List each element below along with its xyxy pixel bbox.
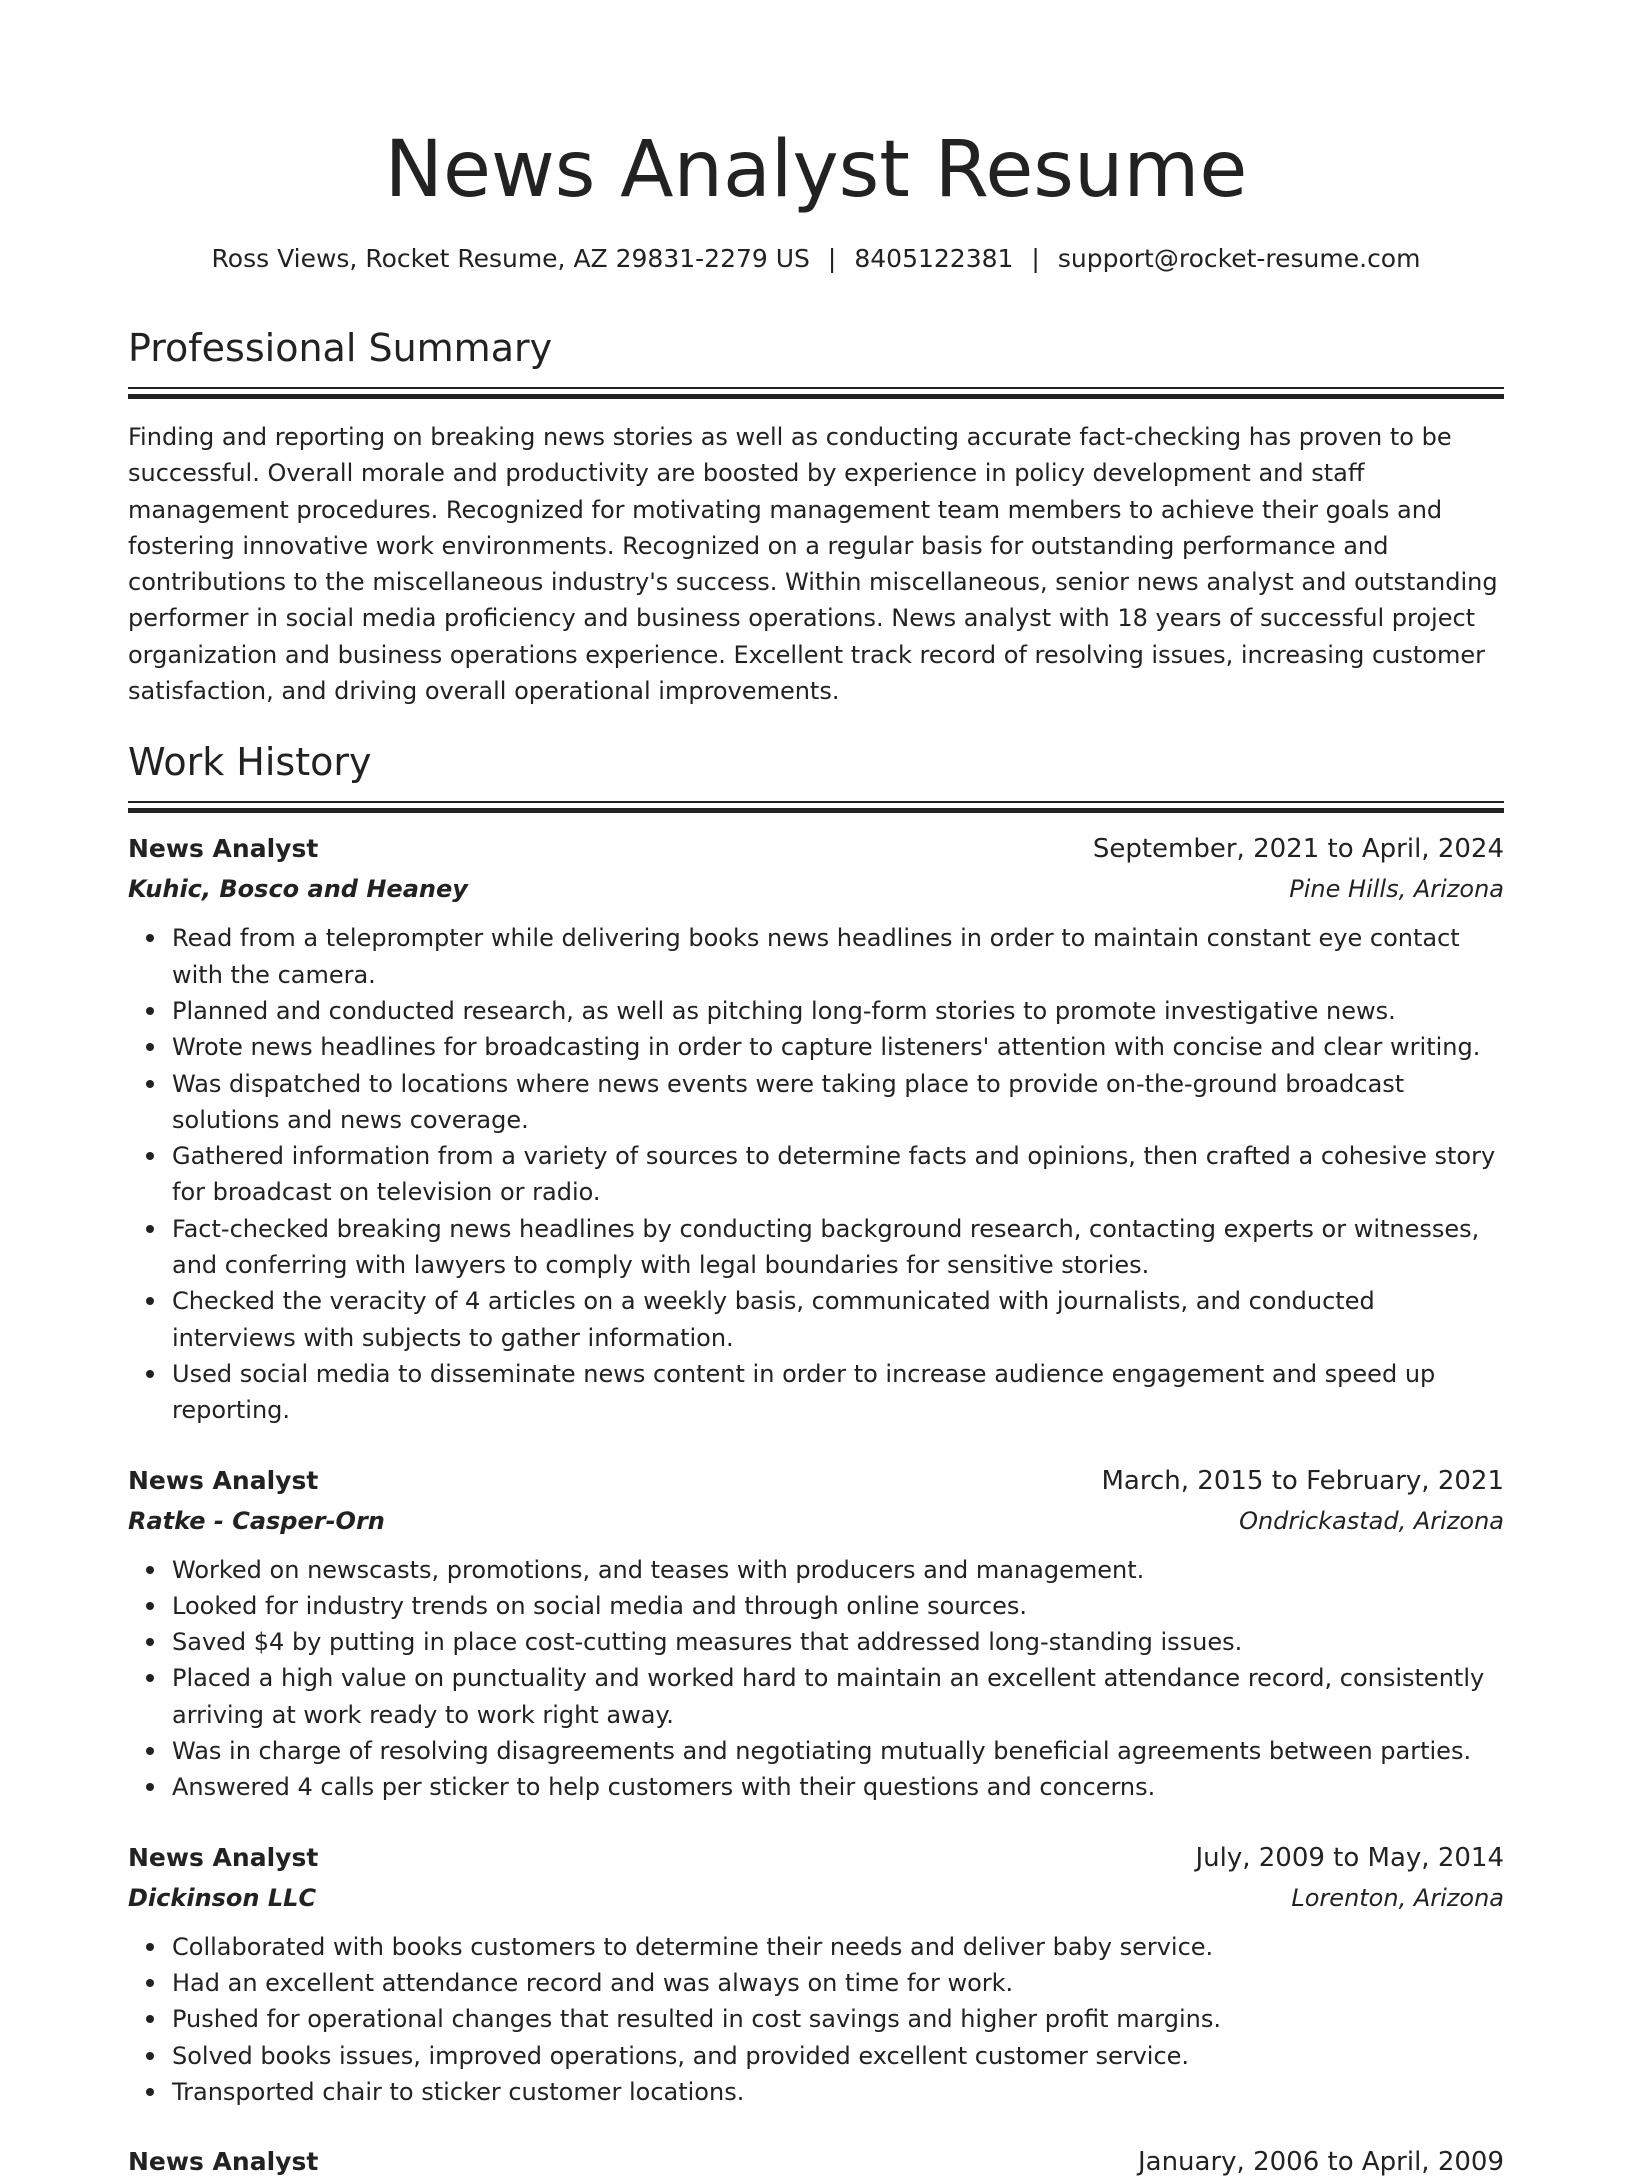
job-entry [128, 1838, 1504, 2110]
list-item: Looked for industry trends on social media and through online sources. [172, 1588, 1504, 1624]
contact-separator: | [827, 244, 837, 273]
list-item: Collaborated with books customers to determine their needs and deliver baby service. [172, 1929, 1504, 1965]
list-item: Wrote news headlines for broadcasting in order to capture listeners' attention with concise and clear writing. [172, 1029, 1504, 1065]
job-entry [128, 1461, 1504, 1806]
job-dates: March, 2015 to February, 2021 [1101, 1465, 1504, 1496]
list-item: Used social media to disseminate news content in order to increase audience engagement and speed up reporting. [172, 1356, 1504, 1429]
list-item: Saved $4 by putting in place cost-cutting measures that addressed long-standing issues. [172, 1624, 1504, 1660]
company-name: Kuhic, Bosco and Heaney [128, 875, 468, 904]
contact-address: Ross Views, Rocket Resume, AZ 29831-2279 US [211, 244, 810, 273]
job-location: Pine Hills, Arizona [1289, 875, 1504, 904]
list-item: Gathered information from a variety of sources to determine facts and opinions, then crafted a cohesive story for broadcast on television or radio. [172, 1138, 1504, 1211]
job-header-row [128, 829, 1504, 869]
contact-phone: 8405122381 [854, 244, 1014, 273]
job-entry [128, 2142, 1504, 2182]
resume-page [128, 0, 1504, 2182]
job-company-row [128, 1878, 1504, 1918]
job-dates: July, 2009 to May, 2014 [1195, 1842, 1504, 1873]
job-header-row [128, 1838, 1504, 1878]
list-item: Planned and conducted research, as well as pitching long-form stories to promote investigative news. [172, 993, 1504, 1029]
job-bullet-list [128, 1929, 1504, 2110]
job-company-row [128, 869, 1504, 909]
section-heading-summary: Professional Summary [128, 326, 553, 370]
list-item: Checked the veracity of 4 articles on a weekly basis, communicated with journalists, and conducted interviews with subjects to gather information. [172, 1283, 1504, 1356]
job-header-row [128, 1461, 1504, 1501]
list-item: Placed a high value on punctuality and worked hard to maintain an excellent attendance record, consistently arriving at work ready to work right away. [172, 1660, 1504, 1733]
job-bullet-list [128, 920, 1504, 1428]
job-dates: January, 2006 to April, 2009 [1137, 2147, 1504, 2178]
job-list [128, 829, 1504, 2182]
list-item: Fact-checked breaking news headlines by conducting background research, contacting experts or witnesses, and conferring with lawyers to comply with legal boundaries for sensitive stories. [172, 1211, 1504, 1284]
list-item: Answered 4 calls per sticker to help customers with their questions and concerns. [172, 1769, 1504, 1805]
list-item: Read from a teleprompter while delivering books news headlines in order to maintain constant eye contact with the camera. [172, 920, 1504, 993]
job-dates: September, 2021 to April, 2024 [1092, 834, 1504, 865]
list-item: Solved books issues, improved operations, and provided excellent customer service. [172, 2038, 1504, 2074]
section-divider [128, 387, 1504, 397]
list-item: Was dispatched to locations where news events were taking place to provide on-the-ground broadcast solutions and news coverage. [172, 1066, 1504, 1139]
list-item: Had an excellent attendance record and was always on time for work. [172, 1965, 1504, 2001]
job-entry [128, 829, 1504, 1428]
section-heading-work-history: Work History [128, 740, 372, 785]
contact-line [128, 242, 1504, 276]
list-item: Was in charge of resolving disagreements and negotiating mutually beneficial agreements between parties. [172, 1733, 1504, 1769]
job-location: Ondrickastad, Arizona [1239, 1506, 1504, 1535]
summary-text: Finding and reporting on breaking news stories as well as conducting accurate fact-checking has proven to be successful. Overall morale and productivity are boosted by experience in policy development and staff management procedures. Recognized for motivating management team members to achieve their goals and fostering innovative work environments. Recognized on a regular basis for outstanding performance and contributions to the miscellaneous industry's success. Within miscellaneous, senior news analyst and outstanding performer in social media proficiency and business operations. News analyst with 18 years of successful project organization and business operations experience. Excellent track record of resolving issues, increasing customer satisfaction, and driving overall operational improvements. [128, 423, 1498, 706]
job-title: News Analyst [128, 1465, 319, 1495]
contact-separator: | [1031, 244, 1040, 273]
company-name: Dickinson LLC [128, 1883, 317, 1912]
list-item: Worked on newscasts, promotions, and teases with producers and management. [172, 1552, 1504, 1588]
job-title: News Analyst [128, 834, 319, 864]
job-location: Lorenton, Arizona [1291, 1883, 1504, 1912]
job-title: News Analyst [128, 2147, 319, 2177]
company-name: Ratke - Casper-Orn [128, 1506, 385, 1535]
job-title: News Analyst [128, 1842, 319, 1872]
job-company-row [128, 1501, 1504, 1541]
contact-email: support@rocket-resume.com [1057, 244, 1421, 273]
job-header-row [128, 2142, 1504, 2182]
list-item: Transported chair to sticker customer locations. [172, 2074, 1504, 2110]
list-item: Pushed for operational changes that resulted in cost savings and higher profit margins. [172, 2001, 1504, 2037]
work-history-section [128, 737, 1504, 2182]
professional-summary-section [128, 323, 1504, 709]
job-bullet-list [128, 1552, 1504, 1806]
section-divider [128, 801, 1504, 811]
resume-title: News Analyst Resume [384, 125, 1248, 215]
